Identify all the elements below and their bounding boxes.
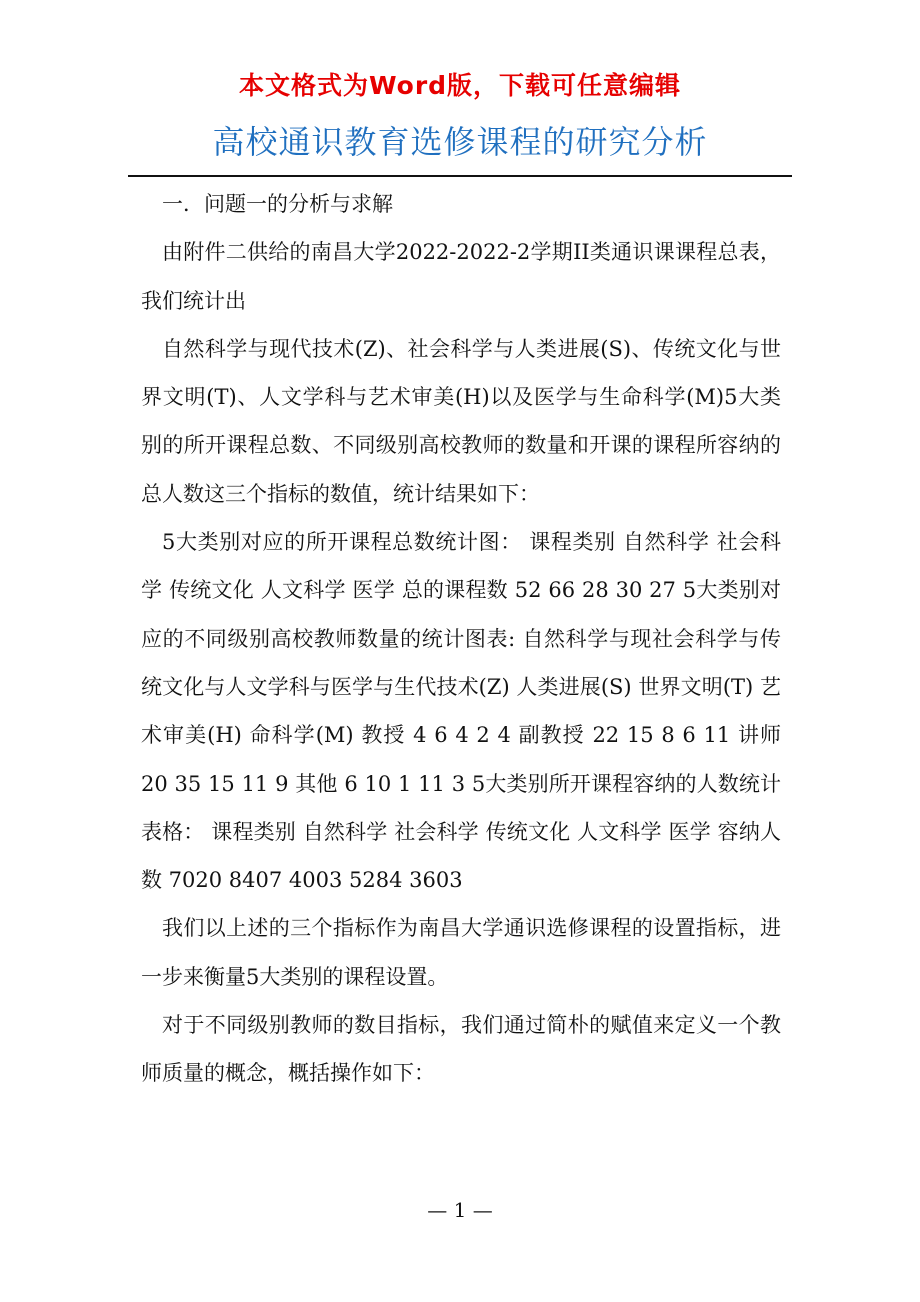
paragraph-indicators: 我们以上述的三个指标作为南昌大学通识选修课程的设置指标，进一步来衡量5大类别的课程设置。 [141, 916, 781, 989]
paragraph-categories: 自然科学与现代技术(Z)、社会科学与人类进展(S)、传统文化与世界文明(T)、人文学科与艺术审美(H)以及医学与生命科学(M)5大类别的所开课程总数、不同级别高校教师的数量和开课的课程所容纳的总人数这三个指标的数值，统计结果如下： [141, 336, 781, 506]
format-notice: 本文格式为Word版，下载可任意编辑 [238, 71, 682, 100]
section-heading: 一．问题一的分析与求解 [162, 192, 393, 216]
document-title: 高校通识教育选修课程的研究分析 [212, 123, 708, 161]
page-number: — 1 — [427, 1198, 493, 1222]
title-divider [128, 175, 792, 177]
paragraph-statistics: 5大类别对应的所开课程总数统计图： 课程类别 自然科学 社会科学 传统文化 人文科学 医学 总的课程数 52 66 28 30 27 5大类别对应的不同级别高校教师数量的统计图表: 自然科学与现社会科学与传统文化与人文学科与医学与生代技术(Z) 人类进展(S) 世界文明(T) 艺术审美(H) 命科学(M) 教授 4 6 4 2 4 副教授 22 15 8 6 11 讲师 20 35 15 11 9 其他 6 10 1 11 3 5大类别所开课程容纳的人数统计表格： 课程类别 自然科学 社会科学 传统文化 人文科学 医学 容纳人数 7020 8407 4003 5284 3603 [141, 530, 781, 893]
paragraph-teacher-quality: 对于不同级别教师的数目指标，我们通过简朴的赋值来定义一个教师质量的概念，概括操作如下： [141, 1013, 781, 1086]
document-body [141, 180, 781, 1098]
paragraph-intro: 由附件二供给的南昌大学2022-2022-2学期II类通识课课程总表，我们统计出 [141, 240, 781, 313]
